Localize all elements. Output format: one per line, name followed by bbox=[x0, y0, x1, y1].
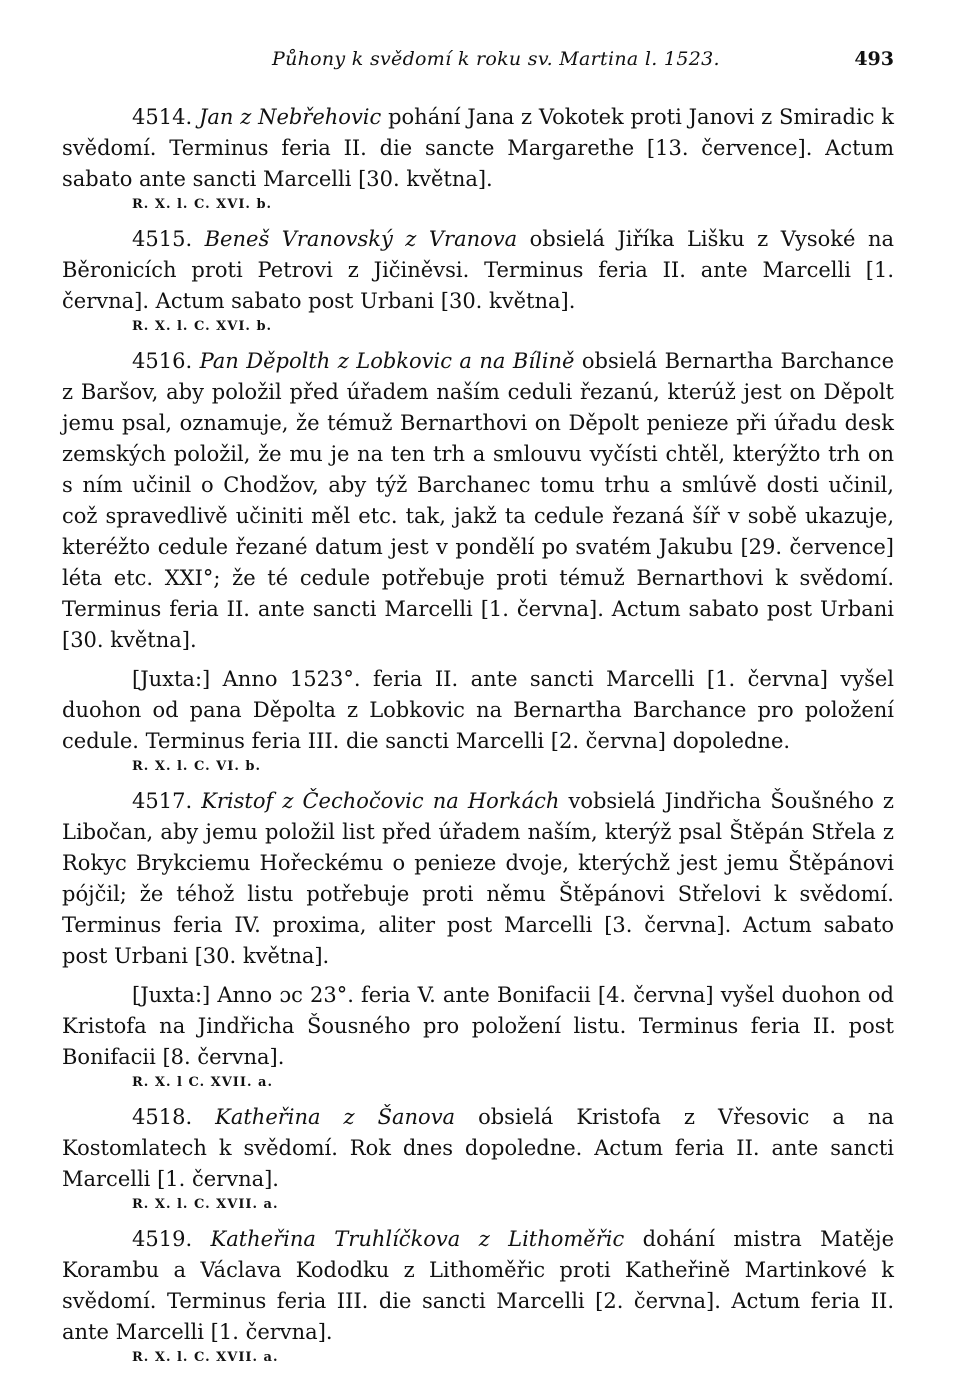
archival-signature: R. X. l. C. XVI. b. bbox=[132, 197, 273, 212]
entry-text bbox=[62, 1102, 894, 1195]
entry-4517 bbox=[62, 786, 894, 1090]
archival-signature: R. X. l. C. XVII. a. bbox=[132, 1197, 279, 1212]
entry-4516 bbox=[62, 346, 894, 774]
entry-4515 bbox=[62, 224, 894, 334]
entry-body: pohání Jana z Vokotek proti Janovi z Smiradic k svědomí. Terminus feria II. die sancte Margarethe [13. července]. Actum sabato ante sancti Marcelli [30. května]. bbox=[62, 105, 894, 191]
entry-number: 4516. bbox=[132, 349, 193, 373]
entry-party-name: Jan z Nebřehovic bbox=[198, 105, 382, 129]
entries-list bbox=[62, 102, 894, 1365]
archival-signature: R. X. l. C. XVI. b. bbox=[132, 319, 273, 334]
page-number: 493 bbox=[854, 48, 894, 70]
entry-body: dohání mistra Matěje Korambu a Václava Kododku z Lithoměřic proti Katheřině Martinkové k svědomí. Terminus feria III. die sancti Marcelli [2. června]. Actum feria II. ante Marcelli [1. června]. bbox=[62, 1227, 894, 1344]
entry-4518 bbox=[62, 1102, 894, 1212]
archival-signature: R. X. l C. XVII. a. bbox=[132, 1075, 273, 1090]
entry-number: 4518. bbox=[132, 1105, 193, 1129]
entry-body: obsielá Kristofa z Vřesovic a na Kostomlatech k svědomí. Rok dnes dopoledne. Actum feria II. ante sancti Marcelli [1. června]. bbox=[62, 1105, 894, 1191]
entry-text bbox=[62, 1224, 894, 1348]
entry-number: 4514. bbox=[132, 105, 193, 129]
entry-juxta-note: [Juxta:] Anno 1523°. feria II. ante sancti Marcelli [1. června] vyšel duohon od pana Děpolta z Lobkovic na Bernartha Barchance pro položení cedule. Terminus feria III. die sancti Marcelli [2. června] dopoledne. bbox=[62, 667, 894, 753]
entry-4519 bbox=[62, 1224, 894, 1365]
archival-signature: R. X. l. C. XVII. a. bbox=[132, 1350, 279, 1365]
entry-party-name: Pan Děpolth z Lobkovic a na Bílině bbox=[199, 349, 575, 373]
entry-text bbox=[62, 346, 894, 656]
entry-number: 4517. bbox=[132, 789, 193, 813]
entry-party-name: Katheřina z Šanova bbox=[215, 1105, 456, 1129]
entry-number: 4515. bbox=[132, 227, 193, 251]
entry-4514 bbox=[62, 102, 894, 212]
entry-text bbox=[62, 102, 894, 195]
entry-text bbox=[62, 224, 894, 317]
archival-signature: R. X. l. C. VI. b. bbox=[132, 759, 261, 774]
entry-body: vobsielá Jindřicha Šoušného z Libočan, aby jemu položil list před úřadem naším, kterýž psal Štěpán Střela z Rokyc Brykciemu Hořeckému o penieze dvoje, kterýchž jest jemu Štěpánovi pójčil; že téhož listu potřebuje proti němu Štěpánovi Střelovi k svědomí. Terminus feria IV. proxima, aliter post Marcelli [3. června]. Actum sabato post Urbani [30. května]. bbox=[62, 789, 894, 968]
page-header bbox=[62, 48, 894, 78]
document-page bbox=[62, 48, 894, 1377]
entry-party-name: Beneš Vranovský z Vranova bbox=[204, 227, 518, 251]
entry-number: 4519. bbox=[132, 1227, 193, 1251]
entry-party-name: Katheřina Truhlíčkova z Lithoměřic bbox=[210, 1227, 625, 1251]
entry-body: obsielá Jiříka Lišku z Vysoké na Běronicích proti Petrovi z Jičiněvsi. Terminus feria II. ante Marcelli [1. června]. Actum sabato post Urbani [30. května]. bbox=[62, 227, 894, 313]
entry-juxta-note: [Juxta:] Anno ɔc 23°. feria V. ante Bonifacii [4. června] vyšel duohon od Kristofa na Jindřicha Šousného pro položení listu. Terminus feria II. post Bonifacii [8. června]. bbox=[62, 983, 894, 1069]
entry-body: obsielá Bernartha Barchance z Baršov, aby položil před úřadem naším ceduli řezanú, kterúž jest on Děpolt jemu psal, oznamuje, že témuž Bernarthovi on Děpolt penieze při úřadu desk zemských položil, že mu je na ten trh a smlouvu vyčísti chtěl, kterýžto trh on s ním učinil o Chodžov, aby týž Barchanec tomu trhu a smlúvě dosti učinil, což spravedlivě učiniti měl etc. tak, jakž ta cedule řezaná šíř v sobě ukazuje, kteréžto cedule řezané datum jest v pondělí po svatém Jakubu [29. července] léta etc. XXI°; že té cedule potřebuje proti témuž Bernarthovi k svědomí. Terminus feria II. ante sancti Marcelli [1. června]. Actum sabato post Urbani [30. května]. bbox=[62, 349, 894, 652]
entry-text bbox=[62, 786, 894, 972]
running-title: Půhony k svědomí k roku sv. Martina l. 1523. bbox=[272, 48, 720, 70]
entry-party-name: Kristof z Čechočovic na Horkách bbox=[201, 789, 560, 813]
